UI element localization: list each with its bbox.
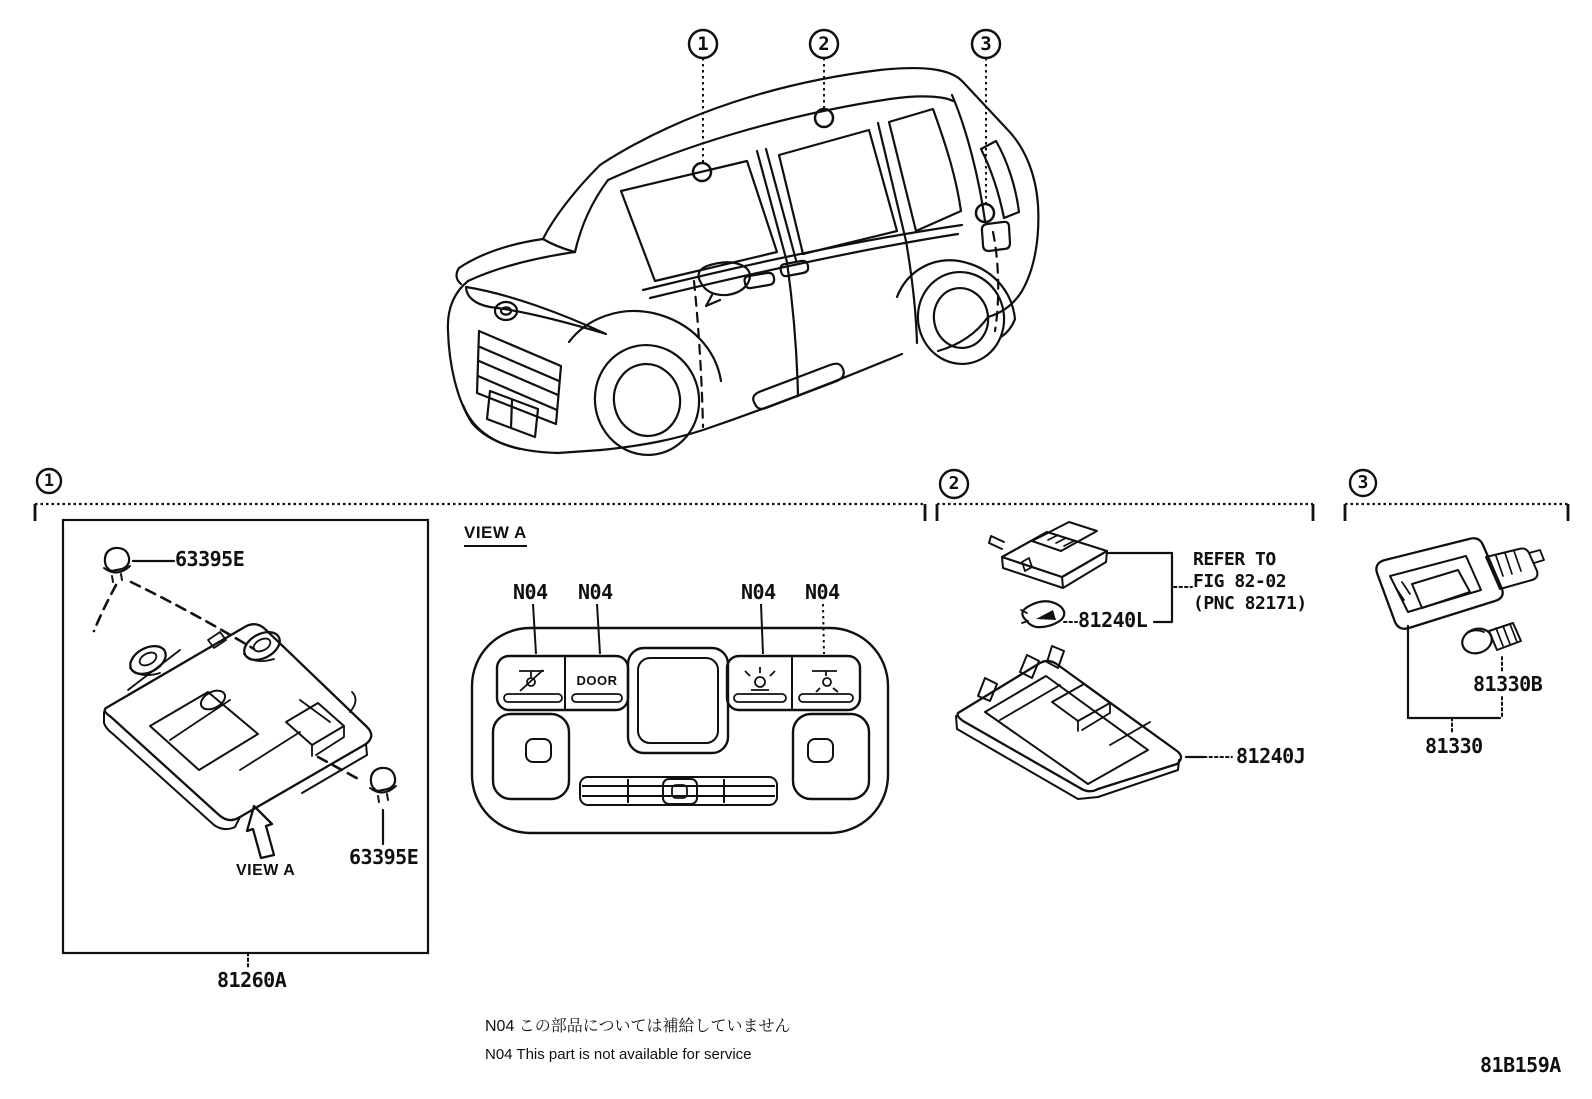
callout-1-number: 1 (697, 33, 709, 55)
view-a-arrow (247, 806, 274, 858)
vehicle-illustration (448, 68, 1039, 463)
section-2-number: 2 (948, 473, 960, 494)
button-slot (799, 694, 853, 702)
dome-light-on-icon (745, 667, 775, 690)
section-1-part-box (63, 520, 428, 953)
part-label-81260a: 81260A (217, 968, 287, 992)
button-slot (572, 694, 622, 702)
callout-3-number: 3 (980, 33, 992, 55)
festoon-bulb-drawing (1021, 601, 1064, 627)
console-center-lid-inner (638, 658, 718, 743)
part-label-81330b: 81330B (1473, 672, 1543, 696)
refer-note-line-3: (PNC 82171) (1193, 593, 1307, 614)
right-lens-switch (808, 739, 833, 762)
part-label-81330: 81330 (1425, 734, 1483, 758)
figure-code: 81B159A (1480, 1053, 1561, 1077)
section-2-bracket (937, 470, 1313, 521)
clip-drawing-bottom (370, 768, 396, 802)
door-button-label: DOOR (576, 673, 618, 688)
refer-note-line-2: FIG 82-02 (1193, 571, 1287, 592)
n04-label-2: N04 (578, 580, 613, 604)
wedge-bulb-drawing (1459, 623, 1521, 657)
part-label-63395e-top: 63395E (175, 547, 245, 571)
callout-2-number: 2 (818, 33, 830, 55)
right-lamp-lens (793, 714, 869, 799)
left-lens-switch (526, 739, 551, 762)
section-1-number: 1 (43, 471, 55, 491)
view-a-title: VIEW A (464, 523, 527, 547)
door-switch-drawing (989, 522, 1107, 588)
section-1-bracket (35, 469, 925, 521)
view-a-caption: VIEW A (236, 862, 296, 879)
part-label-63395e-bottom: 63395E (349, 845, 419, 869)
clip-leader-lines (94, 561, 383, 967)
section-3-bracket (1345, 470, 1568, 521)
button-slot (734, 694, 786, 702)
left-lamp-lens (493, 714, 569, 799)
part-label-81240j: 81240J (1236, 744, 1306, 768)
console-center-lid (628, 648, 728, 753)
footnote-japanese: N04 この部品については補給していません (485, 1018, 791, 1035)
footnote-english: N04 This part is not available for service (485, 1046, 752, 1063)
clip-drawing-top (104, 548, 130, 582)
map-lamp-assembly-drawing (104, 624, 371, 829)
map-lamp-off-icon (519, 670, 544, 691)
n04-label-4: N04 (805, 580, 840, 604)
luggage-lamp-drawing (1376, 538, 1544, 629)
n04-label-1: N04 (513, 580, 548, 604)
refer-note-line-1: REFER TO (1193, 549, 1276, 570)
door-lamp-icon (812, 671, 838, 692)
callout-3-marker (972, 30, 1000, 222)
n04-label-3: N04 (741, 580, 776, 604)
console-grille (580, 777, 777, 805)
overhead-console-drawing (472, 604, 888, 833)
dome-lamp-housing-drawing (956, 646, 1181, 799)
button-slot (504, 694, 562, 702)
part-label-81240l: 81240L (1078, 608, 1148, 632)
section-3-number: 3 (1357, 472, 1369, 493)
